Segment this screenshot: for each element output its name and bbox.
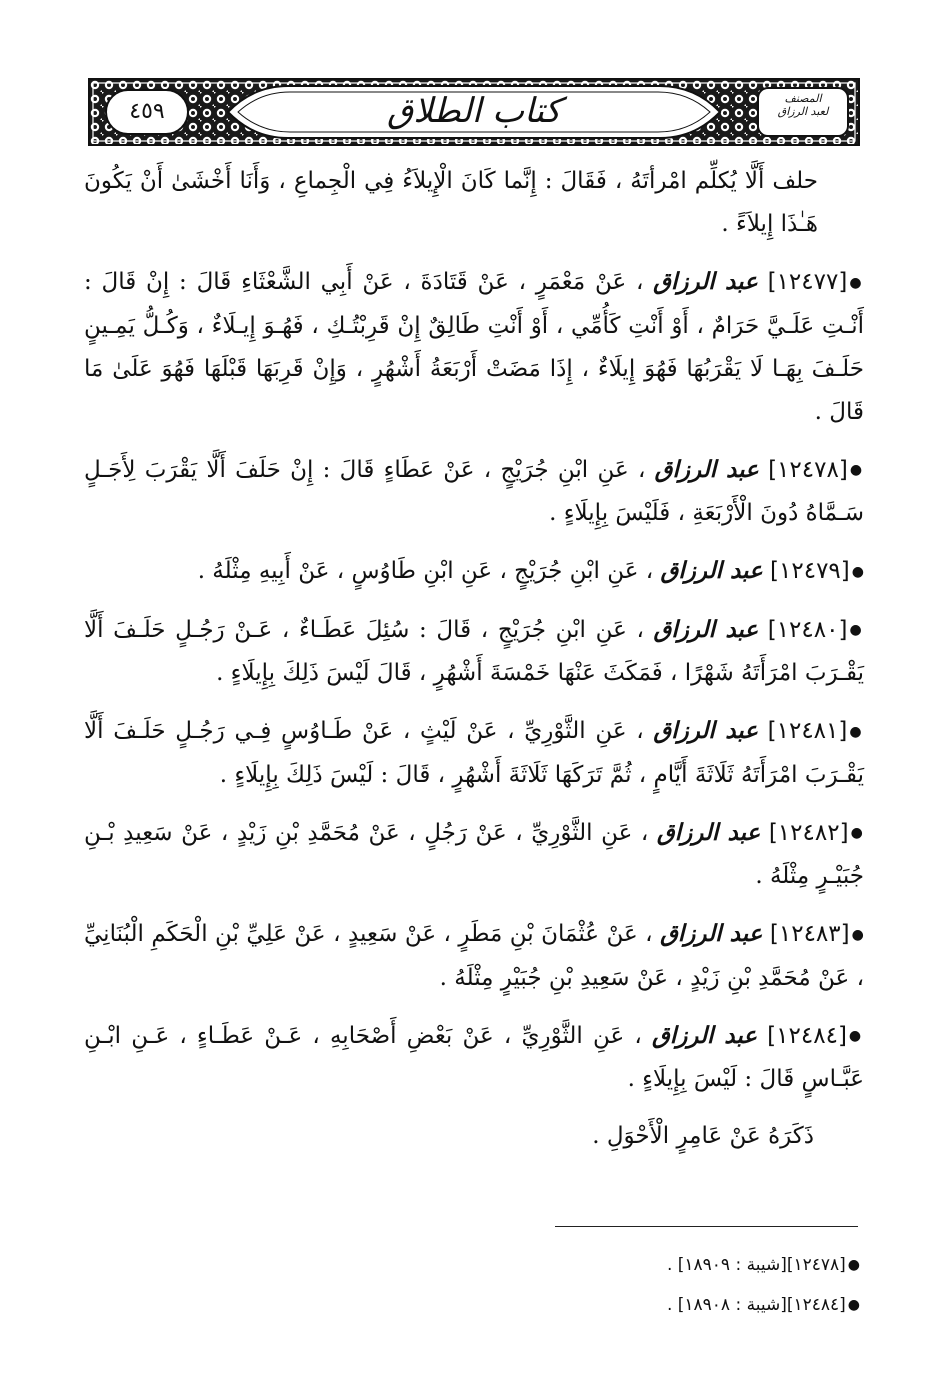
bullet-icon: ● <box>849 462 864 478</box>
book-seal-logo <box>762 92 844 132</box>
hadith-author: عبد الرزاق <box>660 920 763 947</box>
hadith-entry <box>84 912 864 1000</box>
hadith-number: [١٢٤٧٨] <box>768 456 848 483</box>
hadith-entry <box>84 448 864 536</box>
hadith-entry <box>84 260 864 434</box>
footnote-text: [شيبة : ١٨٩٠٨] . <box>666 1295 787 1315</box>
bullet-icon: ● <box>851 926 864 943</box>
closing-note: ذَكَرَهُ عَنْ عَامِرٍ الْأَحْوَلِ . <box>592 1123 814 1149</box>
seal-line-2: لعبد الرزاق <box>777 105 829 118</box>
bullet-icon: ● <box>851 563 864 580</box>
footnote-divider <box>555 1226 858 1227</box>
footnote-item <box>400 1288 860 1322</box>
page-number: ٤٥٩ <box>129 99 165 124</box>
intro-line-1: حلف أَلَّا يُكلِّم امْرأتَهُ ، فَقَالَ : إِنَّما كَانَ الْإِيلاَءُ فِي الْجِماعِ ، وَأَنَا أَخْشَىٰ أَنْ يَكُونَ هَـٰذَا <box>84 168 818 237</box>
hadith-entry <box>84 549 864 594</box>
footnote-text: [شيبة : ١٨٩٠٩] . <box>666 1255 787 1275</box>
hadith-text: ، عَنِ ابْنِ جُرَيْجٍ ، عَنْ عَطَاءٍ قَالَ : إِنْ حَلَفَ أَلَّا يَقْرَبَ لِأَجَـلٍ سَـمَّاهُ دُونَ الْأَرْبَعَةِ ، فَلَيْسَ بِإِيلَاءٍ . <box>84 456 864 526</box>
hadith-author: عبد الرزاق <box>653 717 758 744</box>
hadith-text: ، عَنْ عُثْمَانَ بْنِ مَطَرٍ ، عَنْ سَعِيدٍ ، عَنْ عَلِيِّ بْنِ الْحَكَمِ الْبُنَانِيِّ ، عَنْ مُحَمَّدِ بْنِ زَيْدٍ ، عَنْ سَعِيدِ بْنِ جُبَيْرٍ مِثْلَهُ . <box>84 921 864 991</box>
hadith-number: [١٢٤٧٩] <box>770 558 850 584</box>
main-text <box>84 160 864 1172</box>
bullet-icon: ● <box>848 1028 864 1044</box>
hadith-author: عبد الرزاق <box>653 268 758 295</box>
hadith-author: عبد الرزاق <box>654 455 759 483</box>
hadith-number: [١٢٤٨٢] <box>768 819 849 846</box>
hadith-text: ، عَنِ الثَّوْرِيِّ ، عَنْ بَعْضِ أَصْحَابِهِ ، عَـنْ عَطَـاءٍ ، عَـنِ ابْـنِ عَبَّـاسٍ قَالَ : لَيْسَ بِإِيلَاءٍ . <box>84 1022 864 1092</box>
page-header-banner <box>88 78 860 146</box>
intro-line-2: إِيلاَءً . <box>721 211 774 237</box>
hadith-text: ، عَنِ الثَّوْرِيِّ ، عَنْ رَجُلٍ ، عَنْ مُحَمَّدِ بْنِ زَيْدٍ ، عَنْ سَعِيدِ بْـنِ جُبَيْـرٍ مِثْلَهُ . <box>84 819 864 889</box>
hadith-text: ، عَنِ ابْنِ جُرَيْجٍ ، قَالَ : سُئِلَ عَطَـاءٌ ، عَـنْ رَجُـلٍ حَلَـفَ أَلَّا يَقْـرَبَ امْرَأَتَهُ شَهْرًا ، فَمَكَثَ عَنْهَا خَمْسَةَ أَشْهُرٍ ، قَالَ لَيْسَ ذَلِكَ بِإِيلَاءٍ . <box>84 616 864 686</box>
hadith-text: ، عَنْ مَعْمَرٍ ، عَنْ قَتَادَةَ ، عَنْ أَبِي الشَّعْثَاءِ قَالَ : إِنْ قَالَ : أَنْـتِ عَلَـيَّ حَرَامٌ ، أَوْ أَنْتِ كَأُمِّي ، أَوْ أَنْتِ طَالِقٌ إِنْ قَرِبْتُـكِ ، فَهُـوَ إِيـلَاءٌ ، وَكُـلُّ يَمِـينٍ حَلَـفَ بِهَـا لَا يَقْرَبُهَا فَهُوَ إِيلَاءٌ ، إِذَا مَضَتْ أَرْبَعَةُ أَشْهُرٍ ، وَإِنْ قَرِبَهَا قَبْلَهَا فَهُوَ عَلَىٰ مَا قَالَ . <box>84 269 864 425</box>
bullet-icon: ● <box>847 1257 860 1273</box>
hadith-entry <box>84 1014 864 1102</box>
bullet-icon: ● <box>849 274 865 291</box>
footnote-ref: [١٢٤٧٨] <box>786 1255 846 1275</box>
bullet-icon: ● <box>849 622 865 638</box>
bullet-icon: ● <box>847 1297 860 1313</box>
hadith-author: عبد الرزاق <box>653 615 759 643</box>
hadith-text: ، عَنِ ابْنِ جُرَيْجٍ ، عَنِ ابْنِ طَاوُسٍ ، عَنْ أَبِيهِ مِثْلَهُ . <box>197 558 654 584</box>
seal-line-1: المصنف <box>784 92 822 105</box>
hadith-number: [١٢٤٨٣] <box>769 921 850 947</box>
hadith-number: [١٢٤٨٠] <box>767 616 848 643</box>
footnotes <box>400 1248 860 1328</box>
hadith-number: [١٢٤٧٧] <box>767 269 848 295</box>
hadith-entry <box>84 811 864 899</box>
hadith-author: عبد الرزاق <box>660 557 763 584</box>
hadith-number: [١٢٤٨٤] <box>767 1022 847 1049</box>
intro-paragraph <box>84 160 864 246</box>
hadith-text: ، عَنِ الثَّوْرِيِّ ، عَنْ لَيْثٍ ، عَنْ طَـاوُسٍ فِـي رَجُـلٍ حَلَـفَ أَلَّا يَقْـرَبَ امْرَأَتَهُ ثَلَاثَةَ أَيَّامٍ ، ثُمَّ تَرَكَهَا ثَلَاثَةَ أَشْهُرٍ ، قَالَ : لَيْسَ ذَلِكَ بِإِيلَاءٍ . <box>84 718 864 788</box>
hadith-entry <box>84 709 864 797</box>
hadith-author: عبد الرزاق <box>651 1021 757 1049</box>
footnote-item <box>400 1248 860 1282</box>
footnote-ref: [١٢٤٨٤] <box>786 1295 846 1315</box>
hadith-number: [١٢٤٨١] <box>767 718 848 744</box>
bullet-icon: ● <box>849 723 864 740</box>
hadith-author: عبد الرزاق <box>656 818 761 846</box>
bullet-icon: ● <box>850 825 865 841</box>
chapter-title: كتاب الطلاق <box>387 91 561 131</box>
hadith-entry <box>84 608 864 696</box>
